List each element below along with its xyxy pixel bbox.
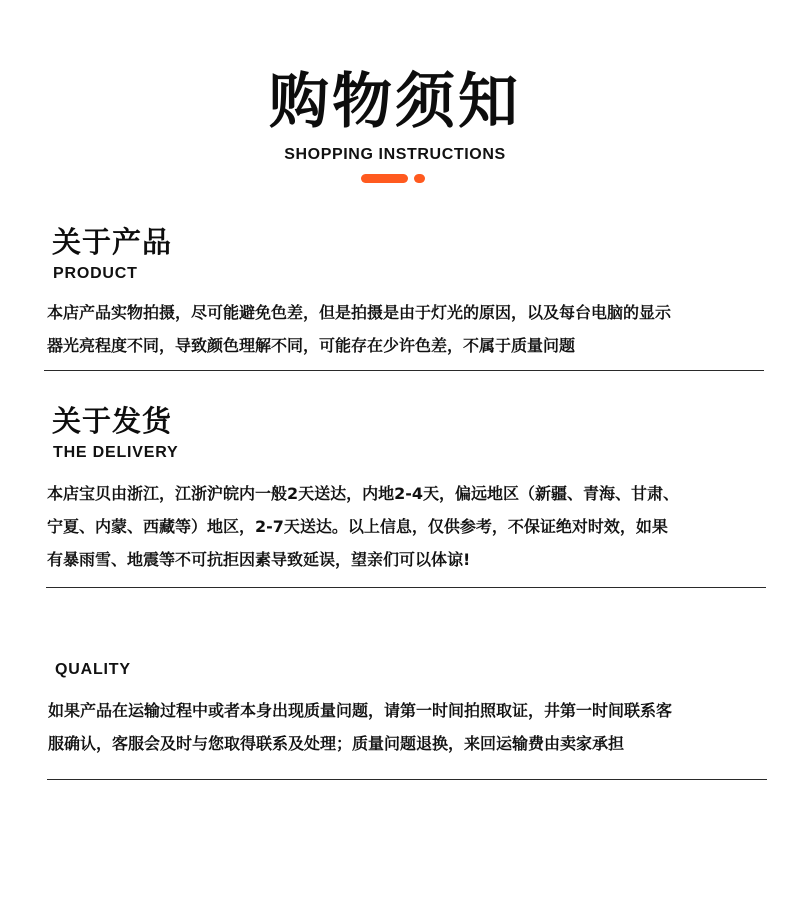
- delivery-text-line: 本店宝贝由浙江，江浙沪皖内一般2天送达，内地2-4天，偏远地区（新疆、青海、甘肃、: [47, 484, 680, 503]
- quality-text-line: 如果产品在运输过程中或者本身出现质量问题，请第一时间拍照取证，井第一时间联系客: [48, 701, 673, 720]
- product-section-subtitle: PRODUCT: [53, 265, 138, 282]
- section-divider: [46, 587, 766, 588]
- section-divider: [44, 370, 764, 371]
- product-text-line: 本店产品实物拍摄，尽可能避免色差，但是拍摄是由于灯光的原因，以及每台电脑的显示: [47, 303, 672, 322]
- product-text-line: 器光亮程度不同，导致颜色理解不同，可能存在少许色差，不属于质量问题: [47, 336, 576, 355]
- page-title: 购物须知: [269, 67, 521, 137]
- section-divider: [47, 779, 767, 780]
- page-subtitle: SHOPPING INSTRUCTIONS: [284, 146, 506, 163]
- accent-bar: [361, 174, 408, 183]
- accent-dot: [414, 174, 425, 183]
- delivery-section-title: 关于发货: [52, 404, 173, 438]
- quality-text-line: 服确认，客服会及时与您取得联系及处理；质量问题退换，来回运输费由卖家承担: [48, 734, 625, 753]
- delivery-text-line: 有暴雨雪、地震等不可抗拒因素导致延误，望亲们可以体谅!: [47, 550, 471, 569]
- quality-section-subtitle: QUALITY: [55, 661, 131, 678]
- product-section-title: 关于产品: [52, 225, 173, 259]
- delivery-section-subtitle: THE DELIVERY: [53, 444, 179, 461]
- delivery-text-line: 宁夏、内蒙、西藏等）地区，2-7天送达。以上信息，仅供参考，不保证绝对时效，如果: [47, 517, 668, 536]
